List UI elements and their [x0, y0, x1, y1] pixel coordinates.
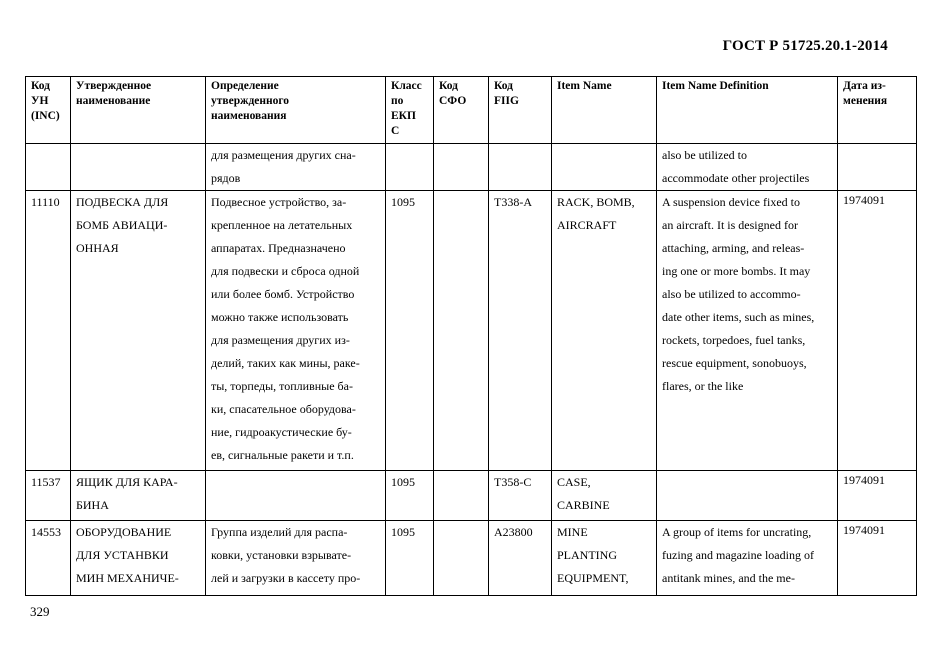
- item-name-definition-cell: [657, 144, 838, 191]
- header-line: Утвержденное: [76, 80, 152, 92]
- approved-name-cell: [71, 144, 206, 191]
- item-name-line: RACK, BOMB,: [557, 195, 635, 209]
- class-cell: 1095: [386, 471, 434, 521]
- inc-cell: [26, 144, 71, 191]
- item-name-cell: [552, 191, 657, 471]
- approved-name-line: ДЛЯ УСТАНВКИ: [76, 548, 169, 562]
- definition-cell: [206, 471, 386, 521]
- definition-line: или более бомб. Устройство: [211, 287, 355, 301]
- change-date-cell: 1974091: [838, 521, 917, 596]
- item-name-line: CARBINE: [557, 498, 610, 512]
- header-line: С: [391, 125, 400, 137]
- definition-line: аппаратах. Предназначено: [211, 241, 346, 255]
- item-name-definition-cell: [657, 471, 838, 521]
- item-name-definition-line: flares, or the like: [662, 379, 744, 393]
- fiig-cell: T358-C: [489, 471, 552, 521]
- inc-cell: [26, 191, 71, 471]
- header-line: Код: [439, 80, 459, 92]
- header-line: FIIG: [494, 95, 519, 107]
- item-name-definition-line: also be utilized to accommo-: [662, 287, 801, 301]
- header-line: Код: [31, 80, 51, 92]
- header-line: Класс: [391, 80, 422, 92]
- item-name-definition-line: antitank mines, and the me-: [662, 571, 795, 585]
- definition-line: ковки, установки взрывате-: [211, 548, 352, 562]
- header-change-date: [838, 77, 917, 144]
- definition-cell: [206, 521, 386, 596]
- header-item-name: [552, 77, 657, 144]
- approved-name-line: МИН МЕХАНИЧЕ-: [76, 571, 179, 585]
- item-name-definition-line: also be utilized to: [662, 148, 747, 162]
- item-name-definition-line: rockets, torpedoes, fuel tanks,: [662, 333, 806, 347]
- item-name-line: MINE: [557, 525, 588, 539]
- definition-cell: [206, 144, 386, 191]
- item-name-definition-line: A group of items for uncrating,: [662, 525, 812, 539]
- definition-line: ние, гидроакустические бу-: [211, 425, 352, 439]
- change-date-cell: 1974091: [838, 471, 917, 521]
- definition-line: ев, сигнальные ракети и т.п.: [211, 448, 354, 462]
- inc-cell: [26, 471, 71, 521]
- sfo-cell: [434, 144, 489, 191]
- fiig-cell: T338-A: [489, 191, 552, 471]
- approved-name-line: ЯЩИК ДЛЯ КАРА-: [76, 475, 178, 489]
- header-line: СФО: [439, 95, 467, 107]
- sfo-cell: [434, 471, 489, 521]
- table-row: [26, 191, 917, 471]
- item-name-definition-cell: [657, 191, 838, 471]
- specification-table: [25, 76, 917, 596]
- inc-line: 11110: [31, 195, 60, 209]
- header-line: по: [391, 95, 404, 107]
- item-name-line: AIRCRAFT: [557, 218, 617, 232]
- definition-line: рядов: [211, 171, 241, 185]
- approved-name-cell: [71, 471, 206, 521]
- definition-line: делий, таких как мины, раке-: [211, 356, 360, 370]
- approved-name-line: ОННАЯ: [76, 241, 119, 255]
- header-line: Определение: [211, 80, 279, 92]
- table-row: [26, 521, 917, 596]
- approved-name-cell: [71, 191, 206, 471]
- definition-line: для размещения других сна-: [211, 148, 356, 162]
- table-row: [26, 144, 917, 191]
- definition-line: для подвески и сброса одной: [211, 264, 360, 278]
- sfo-cell: [434, 191, 489, 471]
- class-cell: 1095: [386, 191, 434, 471]
- sfo-cell: [434, 521, 489, 596]
- header-line: Код: [494, 80, 514, 92]
- item-name-line: CASE,: [557, 475, 591, 489]
- header-line: ЕКП: [391, 110, 416, 122]
- header-line: наименование: [76, 95, 151, 107]
- header-definition: [206, 77, 386, 144]
- inc-line: 11537: [31, 475, 61, 489]
- item-name-line: EQUIPMENT,: [557, 571, 629, 585]
- header-line: (INC): [31, 110, 60, 122]
- definition-line: Группа изделий для распа-: [211, 525, 348, 539]
- definition-line: крепленное на летательных: [211, 218, 353, 232]
- definition-line: ки, спасательное оборудова-: [211, 402, 356, 416]
- header-class: [386, 77, 434, 144]
- item-name-line: PLANTING: [557, 548, 617, 562]
- change-date-cell: 1974091: [838, 191, 917, 471]
- definition-line: Подвесное устройство, за-: [211, 195, 347, 209]
- item-name-definition-cell: [657, 521, 838, 596]
- definition-line: ты, торпеды, топливные ба-: [211, 379, 353, 393]
- header-inc: [26, 77, 71, 144]
- header-line: наименования: [211, 110, 287, 122]
- fiig-cell: A23800: [489, 521, 552, 596]
- item-name-cell: [552, 521, 657, 596]
- item-name-definition-line: ing one or more bombs. It may: [662, 264, 811, 278]
- change-date-cell: [838, 144, 917, 191]
- item-name-definition-line: an aircraft. It is designed for: [662, 218, 798, 232]
- header-line: УН: [31, 95, 49, 107]
- item-name-definition-line: date other items, such as mines,: [662, 310, 815, 324]
- item-name-cell: [552, 144, 657, 191]
- inc-cell: [26, 521, 71, 596]
- header-line: менения: [843, 95, 888, 107]
- header-approved-name: [71, 77, 206, 144]
- header-line: утвержденного: [211, 95, 290, 107]
- definition-cell: [206, 191, 386, 471]
- item-name-definition-line: rescue equipment, sonobuoys,: [662, 356, 807, 370]
- item-name-definition-line: A suspension device fixed to: [662, 195, 800, 209]
- approved-name-line: ПОДВЕСКА ДЛЯ: [76, 195, 169, 209]
- page-number: 329: [30, 604, 50, 619]
- header-line: Item Name: [557, 80, 612, 92]
- definition-line: можно также использовать: [211, 310, 349, 324]
- definition-line: лей и загрузки в кассету про-: [211, 571, 361, 585]
- approved-name-cell: [71, 521, 206, 596]
- item-name-definition-line: attaching, arming, and releas-: [662, 241, 805, 255]
- definition-line: для размещения других из-: [211, 333, 350, 347]
- approved-name-line: БИНА: [76, 498, 109, 512]
- header-sfo: [434, 77, 489, 144]
- approved-name-line: ОБОРУДОВАНИЕ: [76, 525, 172, 539]
- approved-name-line: БОМБ АВИАЦИ-: [76, 218, 168, 232]
- header-line: Дата из-: [843, 80, 886, 92]
- fiig-cell: [489, 144, 552, 191]
- class-cell: [386, 144, 434, 191]
- header-line: Item Name Definition: [662, 80, 769, 92]
- item-name-cell: [552, 471, 657, 521]
- item-name-definition-line: fuzing and magazine loading of: [662, 548, 814, 562]
- document-code: ГОСТ Р 51725.20.1-2014: [722, 38, 888, 54]
- table-row: [26, 471, 917, 521]
- table-header-row: [26, 77, 917, 144]
- class-cell: 1095: [386, 521, 434, 596]
- item-name-definition-line: accommodate other projectiles: [662, 171, 810, 185]
- header-item-name-definition: [657, 77, 838, 144]
- header-fiig: [489, 77, 552, 144]
- inc-line: 14553: [31, 525, 61, 539]
